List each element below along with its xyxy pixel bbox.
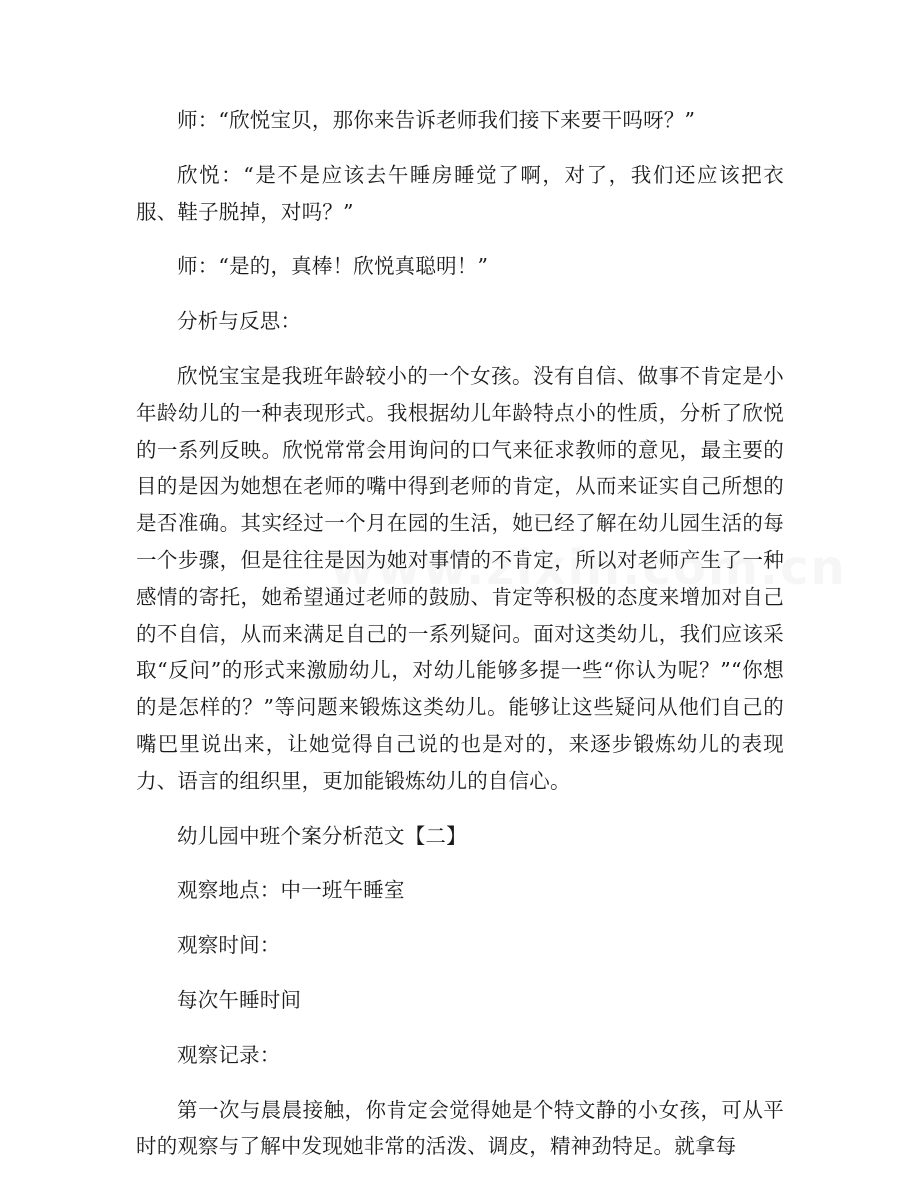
analysis-heading: 分析与反思： bbox=[177, 309, 302, 334]
dialogue-teacher-praise: 师：“是的，真棒！欣悦真聪明！” bbox=[177, 254, 489, 279]
dialogue-teacher-question: 师：“欣悦宝贝，那你来告诉老师我们接下来要干吗呀？” bbox=[177, 108, 696, 132]
analysis-body: 欣悦宝宝是我班年龄较小的一个女孩。没有自信、做事不肯定是小年龄幼儿的一种表现形式。我根据幼儿年龄特点小的性质，分析了欣悦的一系列反映。欣悦常常会用询问的口气来征求教师的意见，最主要的目的是因为她想在老师的嘴中得到老师的肯定，从而来证实自己所想的是否准确。其实经过一个月在园的生活，她已经了解在幼儿园生活的每一个步骤，但是往往是因为她对事情的不肯定，所以对老师产生了一种感情的寄托，她希望通过老师的鼓励、肯定等积极的态度来增加对自己的不自信，从而来满足自己的一系列疑问。面对这类幼儿，我们应该采取“反问”的形式来激励幼儿，对幼儿能够多提一些“你认为呢？”“你想的是怎样的？”等问题来锻炼这类幼儿。能够让这些疑问从他们自己的嘴巴里说出来，让她觉得自己说的也是对的，来逐步锻炼幼儿的表现力、语言的组织里，更加能锻炼幼儿的自信心。 bbox=[136, 363, 784, 793]
observation-time-value: 每次午睡时间 bbox=[177, 987, 302, 1012]
observation-time-label: 观察时间： bbox=[177, 933, 281, 958]
document-body bbox=[136, 102, 784, 1165]
dialogue-xinyue-answer: 欣悦：“是不是应该去午睡房睡觉了啊，对了，我们还应该把衣服、鞋子脱掉，对吗？” bbox=[136, 162, 784, 224]
observation-record-body: 第一次与晨晨接触，你肯定会觉得她是个特文静的小女孩，可从平时的观察与了解中发现她非常的活泼、调皮，精神劲特足。就拿每 bbox=[136, 1097, 784, 1159]
observation-record-label: 观察记录： bbox=[177, 1042, 281, 1067]
section-title: 幼儿园中班个案分析范文【二】 bbox=[177, 823, 467, 848]
observation-location: 观察地点：中一班午睡室 bbox=[177, 878, 405, 903]
